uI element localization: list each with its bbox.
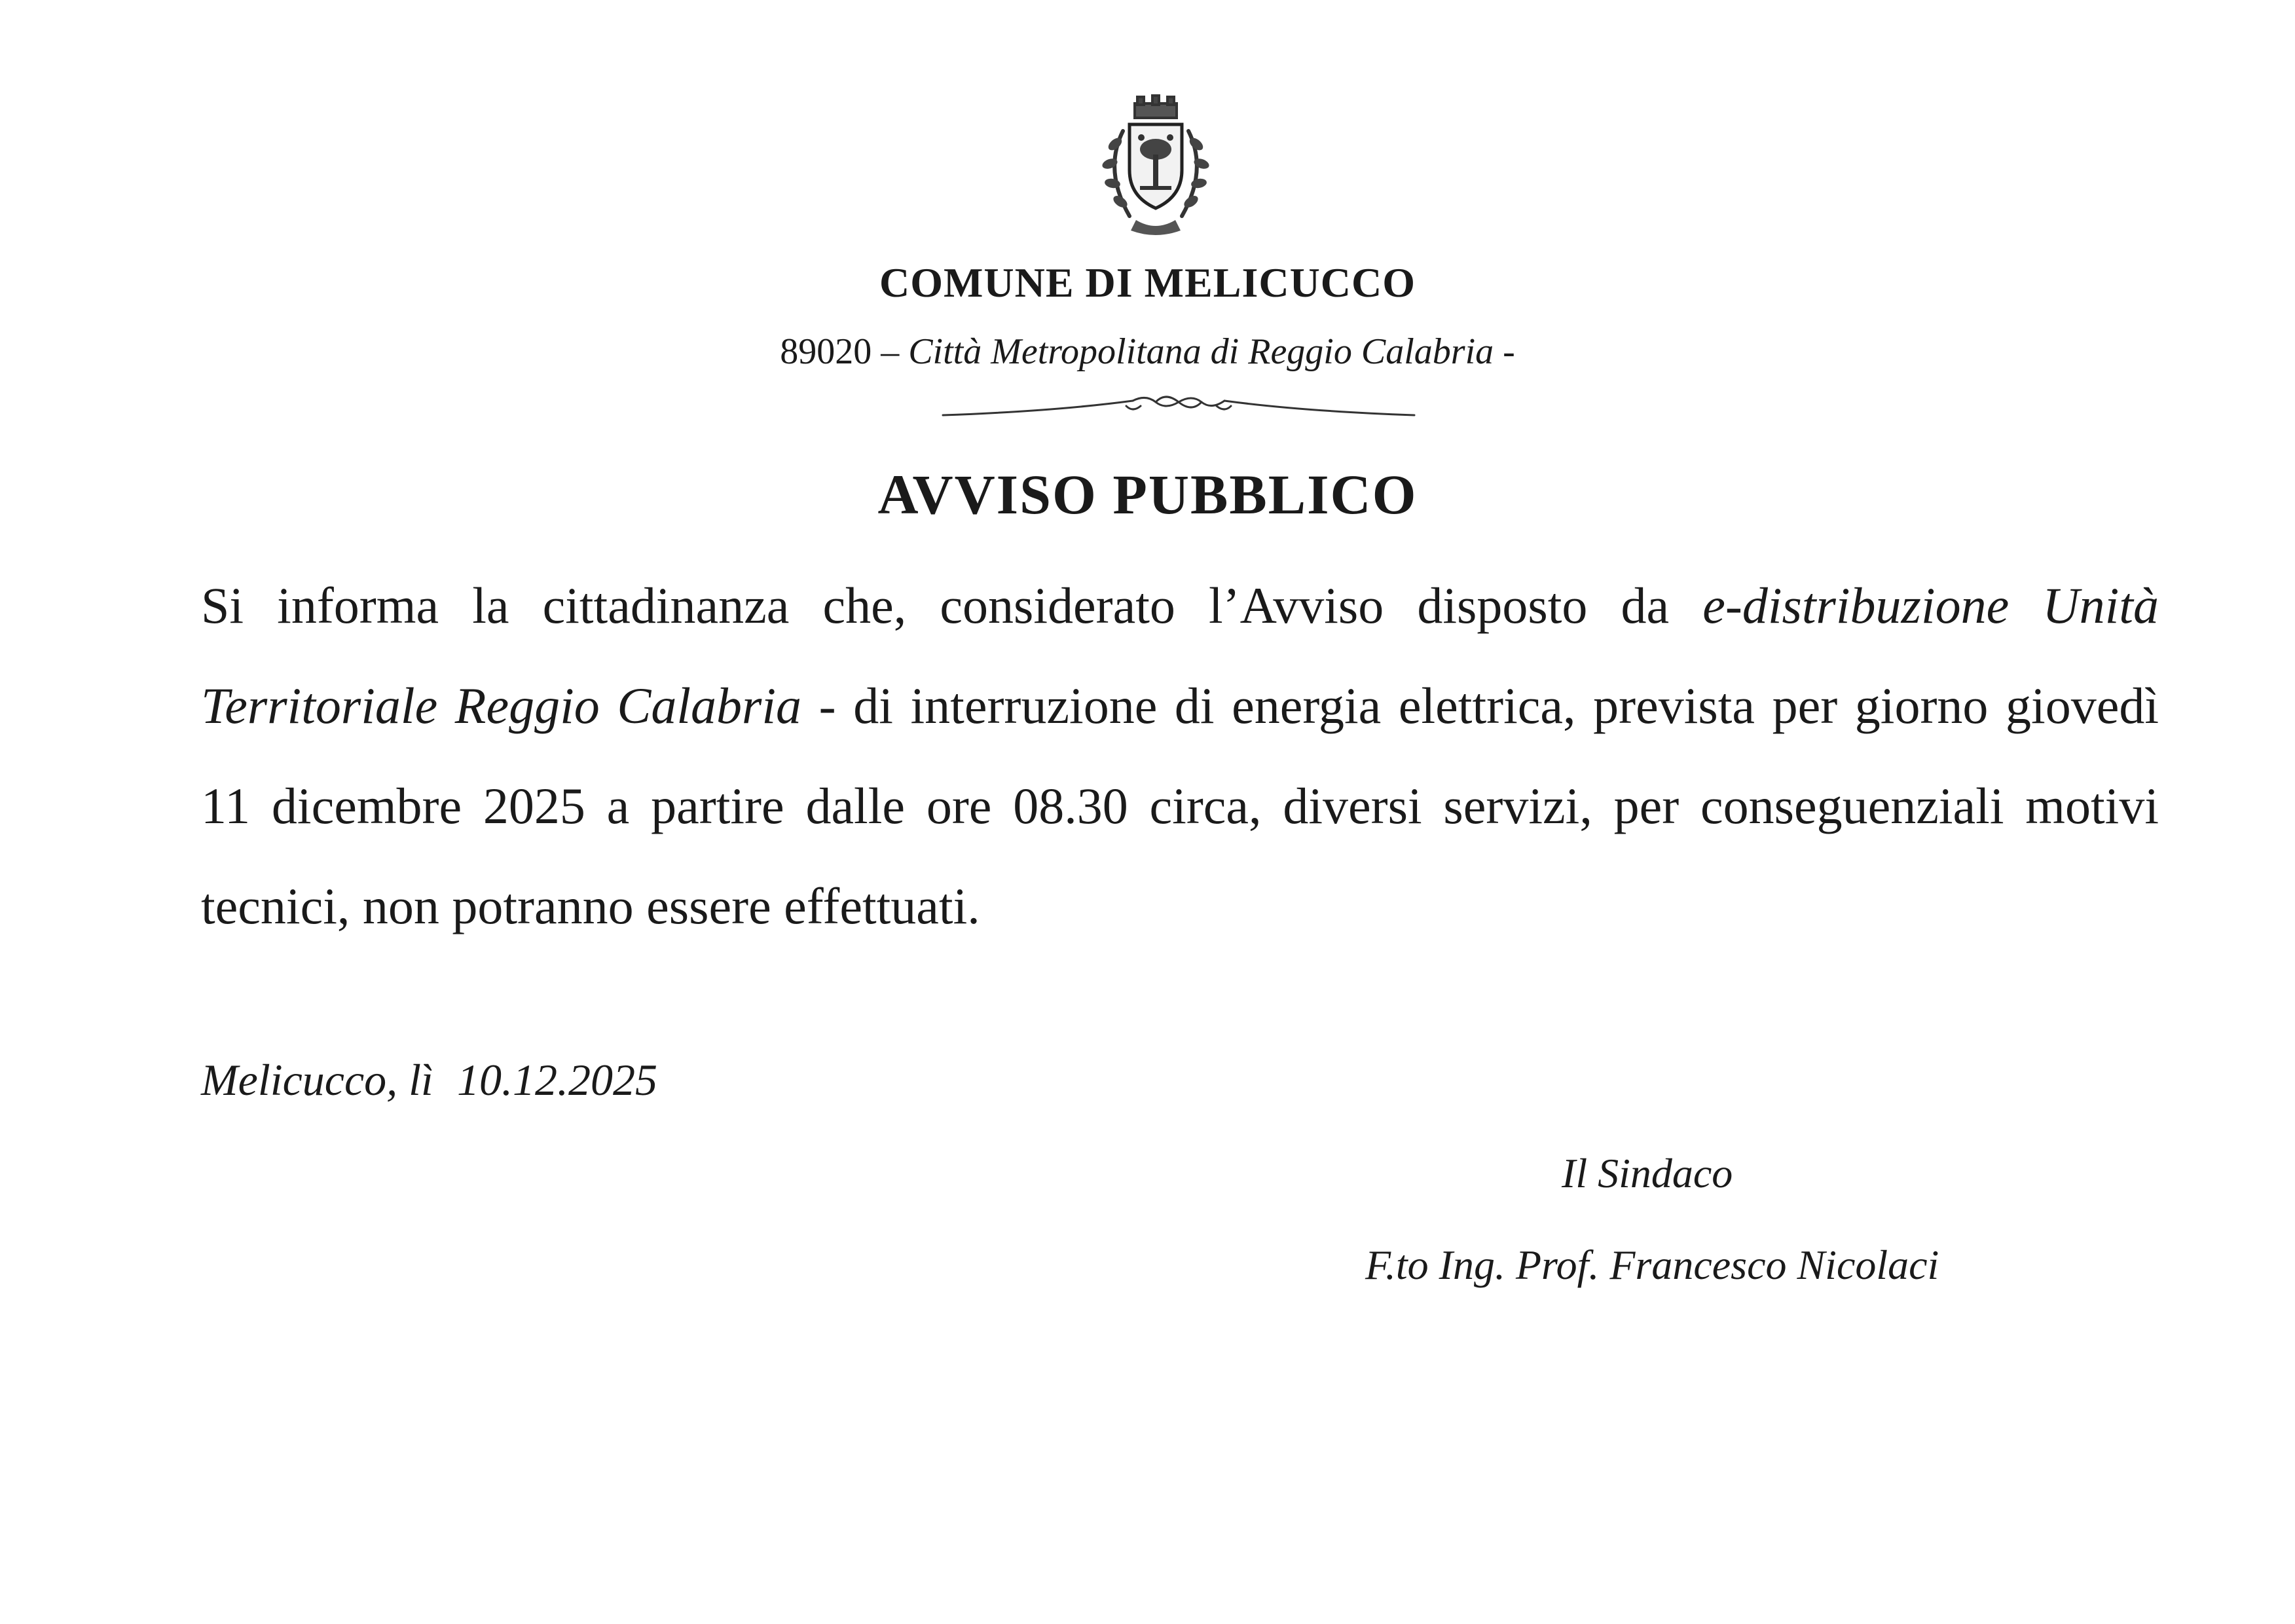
signer-name: F.to Ing. Prof. Francesco Nicolaci <box>1365 1242 1939 1288</box>
signer-role: Il Sindaco <box>1562 1150 1733 1196</box>
notice-title: AVVISO PUBBLICO <box>877 463 1418 526</box>
notice-body <box>201 555 2159 956</box>
place-and-date <box>201 1054 657 1106</box>
date: 10.12.2025 <box>456 1055 657 1105</box>
notice-body-company: e-distribuzione Unità Territoriale Reggio Calabria <box>201 577 2159 734</box>
municipal-coat-of-arms-icon <box>1077 92 1234 242</box>
postal-code: 89020 <box>780 331 872 372</box>
area-prefix: – <box>881 331 900 372</box>
place: Melicucco, lì <box>201 1055 433 1105</box>
notice-body-details: - di interruzione di energia elettrica, prevista per giorno giovedì 11 dicembre 2025 a partire dalle ore 08.30 circa, diversi servizi, per conseguenziali motivi tecnici, non potranno essere effettuati. <box>201 677 2159 934</box>
comune-name: COMUNE DI MELICUCCO <box>879 259 1416 306</box>
metropolitan-area: Città Metropolitana di Reggio Calabria <box>908 331 1494 372</box>
decorative-flourish-icon <box>936 386 1421 426</box>
area-suffix: - <box>1503 331 1515 372</box>
notice-body-intro: Si informa la cittadinanza che, considerato l’Avviso disposto da <box>201 577 1703 634</box>
comune-address <box>0 331 2295 373</box>
